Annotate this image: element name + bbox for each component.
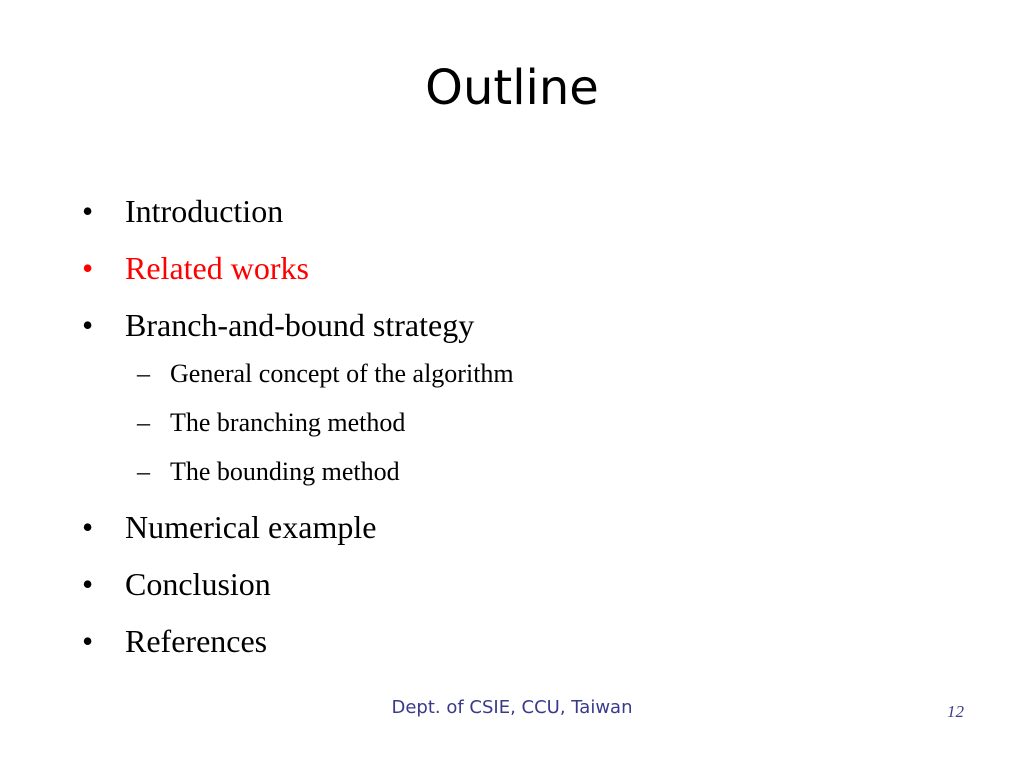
bullet-icon: • (82, 250, 94, 286)
bullet-icon: • (82, 307, 94, 343)
outline-item-label: Branch-and-bound strategy (125, 307, 475, 343)
outline-subitem-label: General concept of the algorithm (170, 359, 514, 388)
outline-item-label: Numerical example (125, 509, 377, 545)
outline-subitem-label: The bounding method (170, 457, 400, 486)
dash-icon: – (137, 408, 150, 437)
outline-item-related-works (82, 242, 962, 294)
outline-item-label: References (125, 623, 268, 659)
page-number: 12 (947, 702, 964, 721)
outline-subitem-general-concept (82, 354, 962, 394)
dash-icon: – (137, 359, 150, 388)
outline-sublist-container (82, 354, 962, 492)
outline-item-branch-and-bound (82, 299, 962, 351)
bullet-icon: • (82, 623, 94, 659)
outline-item-label: Conclusion (125, 566, 271, 602)
bullet-icon: • (82, 566, 94, 602)
outline-subitem-label: The branching method (170, 408, 406, 437)
outline-subitem-bounding-method (82, 452, 962, 492)
slide-title: Outline (425, 60, 599, 116)
bullet-icon: • (82, 193, 94, 229)
outline-item-label: Introduction (125, 193, 284, 229)
dash-icon: – (137, 457, 150, 486)
bullet-icon: • (82, 509, 94, 545)
slide-footer: Dept. of CSIE, CCU, Taiwan (391, 697, 633, 718)
outline-subitem-branching-method (82, 403, 962, 443)
outline-sublist (82, 354, 962, 492)
outline-item-conclusion (82, 558, 962, 610)
outline-list (82, 185, 962, 672)
outline-item-numerical-example (82, 501, 962, 553)
outline-item-label: Related works (125, 250, 309, 286)
outline-item-references (82, 615, 962, 667)
outline-item-introduction (82, 185, 962, 237)
